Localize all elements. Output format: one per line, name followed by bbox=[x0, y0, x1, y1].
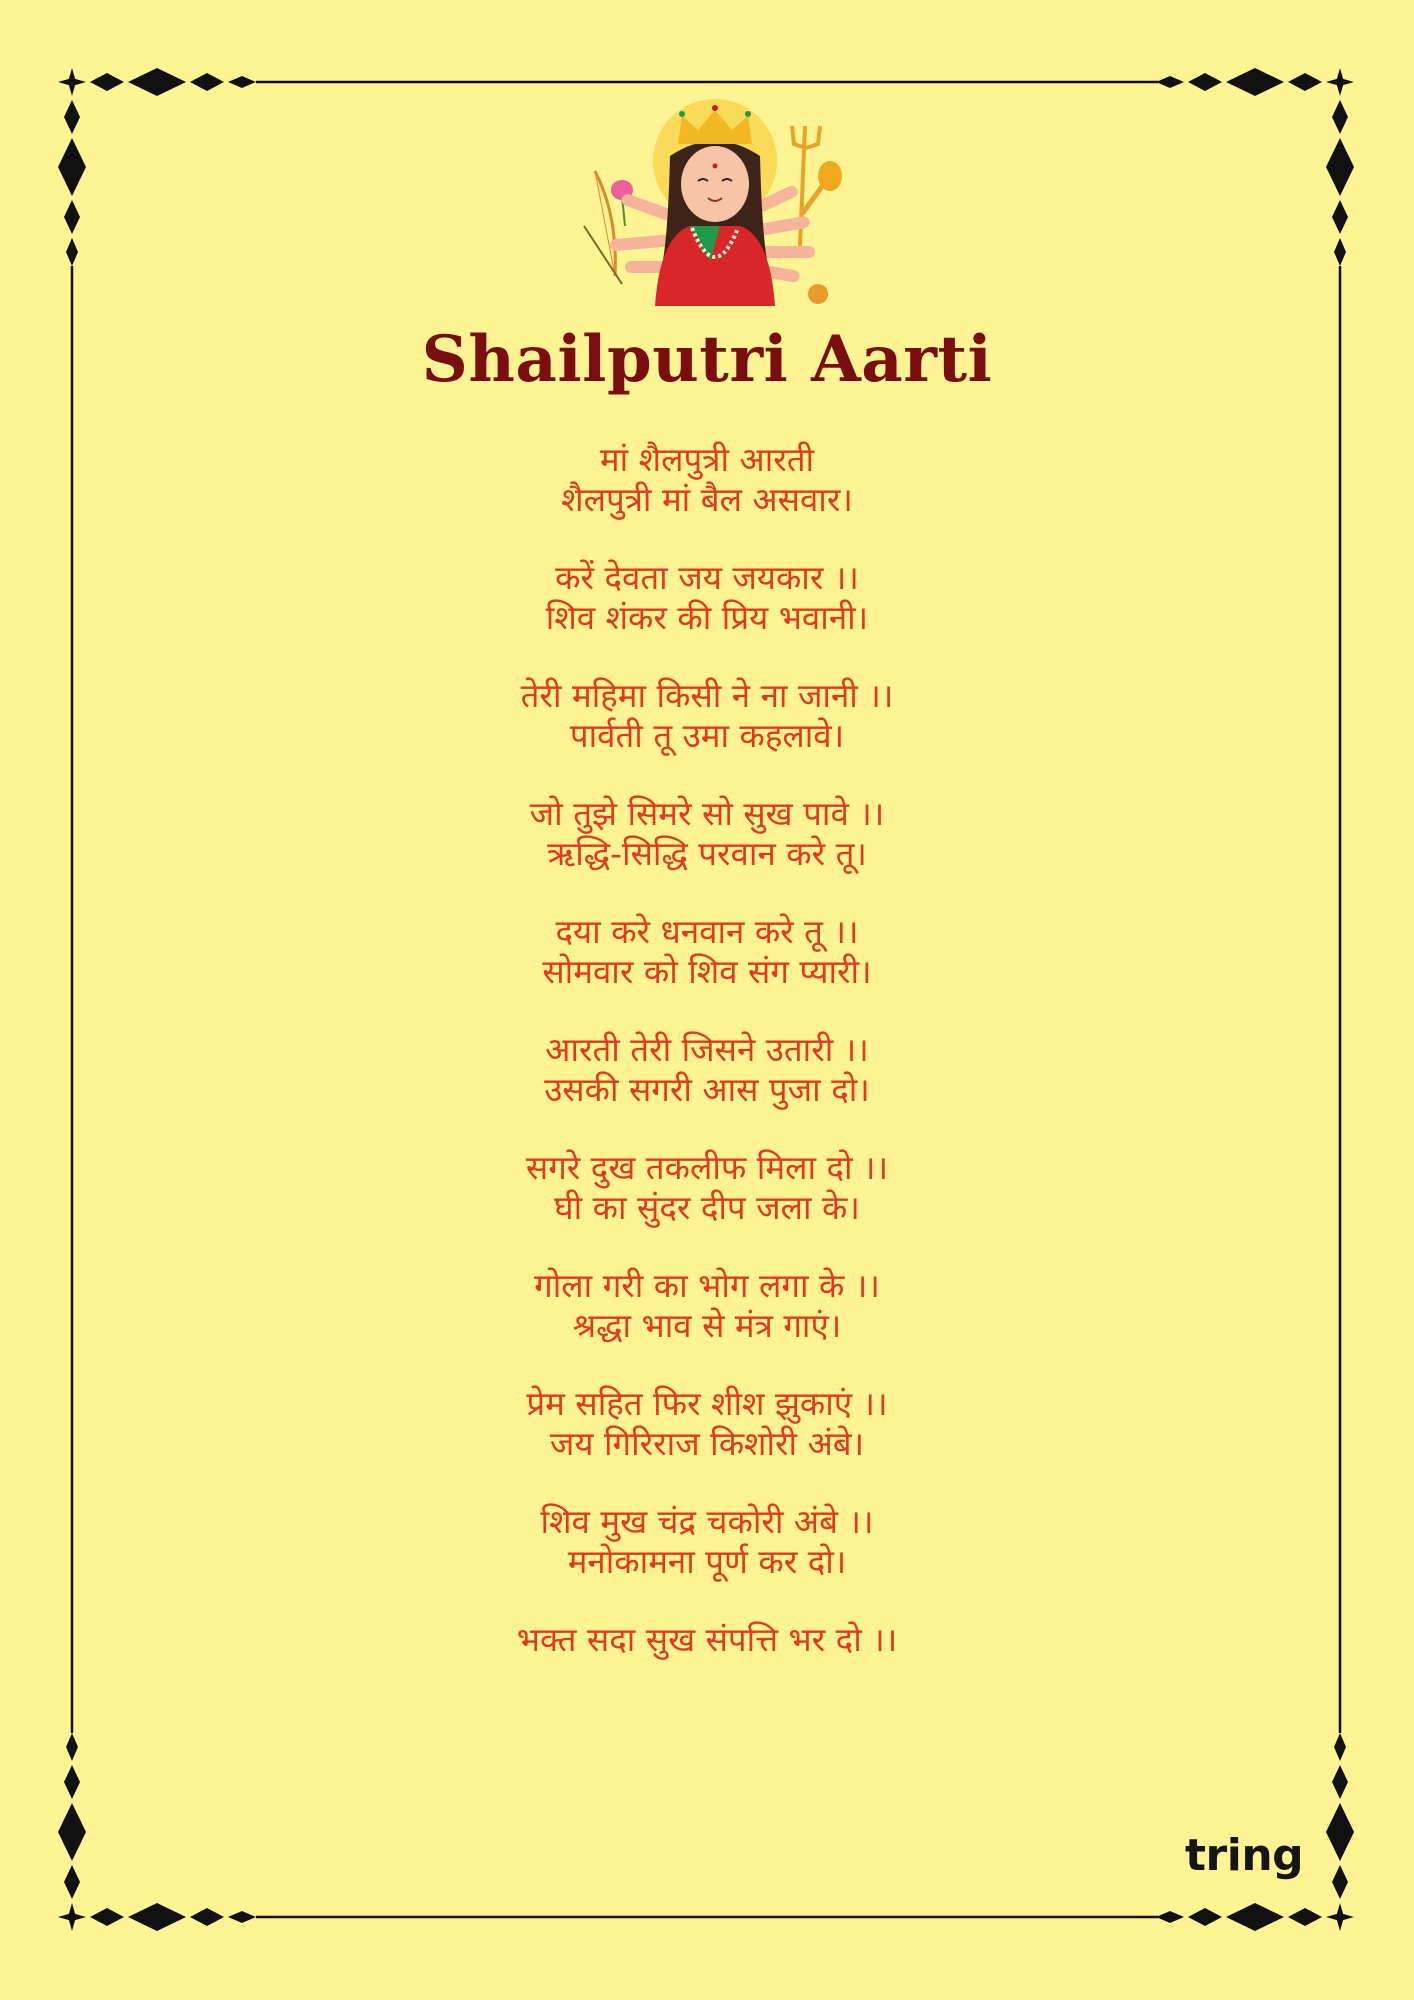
verse-line: सोमवार को शिव संग प्यारी। bbox=[542, 952, 872, 991]
verse-line: श्रद्धा भाव से मंत्र गाएं। bbox=[572, 1306, 842, 1345]
stanza-11 bbox=[0, 1620, 1414, 1660]
page-title: Shailputri Aarti bbox=[421, 322, 993, 397]
stanza-4 bbox=[0, 794, 1414, 874]
stanza-9 bbox=[0, 1384, 1414, 1464]
verse-line: गोला गरी का भोग लगा के ।। bbox=[534, 1266, 880, 1305]
verse-line: भक्त सदा सुख संपत्ति भर दो ।। bbox=[516, 1620, 898, 1659]
goddess-shailputri-illustration bbox=[570, 86, 860, 306]
corner-ornament-top-right bbox=[1156, 68, 1354, 266]
verse-line: प्रेम सहित फिर शीश झुकाएं ।। bbox=[526, 1384, 888, 1423]
verse-line: घी का सुंदर दीप जला के। bbox=[554, 1188, 860, 1227]
kalash-icon bbox=[808, 284, 828, 304]
verse-line: तेरी महिमा किसी ने ना जानी ।। bbox=[520, 676, 894, 715]
verse-line: आरती तेरी जिसने उतारी ।। bbox=[545, 1030, 869, 1069]
stanza-1 bbox=[0, 440, 1414, 520]
verse-line: पार्वती तू उमा कहलावे। bbox=[569, 716, 845, 755]
verse-line: शिव शंकर की प्रिय भवानी। bbox=[545, 598, 869, 637]
stanza-8 bbox=[0, 1266, 1414, 1346]
stanza-5 bbox=[0, 912, 1414, 992]
verse-line: शैलपुत्री मां बैल असवार। bbox=[561, 480, 853, 519]
verse-line: दया करे धनवान करे तू ।। bbox=[555, 912, 859, 951]
stanza-10 bbox=[0, 1502, 1414, 1582]
mace-icon bbox=[802, 161, 842, 214]
verse-line: मां शैलपुत्री आरती bbox=[599, 440, 815, 479]
verse-line: मनोकामना पूर्ण कर दो। bbox=[567, 1542, 847, 1581]
stanza-3 bbox=[0, 676, 1414, 756]
corner-ornament-top-left bbox=[58, 68, 256, 266]
verse-line: जो तुझे सिमरे सो सुख पावे ।। bbox=[529, 794, 885, 833]
verse-line: शिव मुख चंद्र चकोरी अंबे ।। bbox=[540, 1502, 874, 1541]
stanza-6 bbox=[0, 1030, 1414, 1110]
verse-line: उसकी सगरी आस पुजा दो। bbox=[544, 1070, 870, 1109]
stanza-2 bbox=[0, 558, 1414, 638]
verse-line: करें देवता जय जयकार ।। bbox=[555, 558, 859, 597]
tring-logo: tring bbox=[1185, 1830, 1304, 1881]
verse-line: ऋद्धि-सिद्धि परवान करे तू। bbox=[547, 834, 867, 873]
verse-line: जय गिरिराज किशोरी अंबे। bbox=[549, 1424, 865, 1463]
aarti-verses bbox=[0, 440, 1414, 1698]
verse-line: सगरे दुख तकलीफ मिला दो ।। bbox=[525, 1148, 889, 1187]
stanza-7 bbox=[0, 1148, 1414, 1228]
corner-ornament-bottom-left bbox=[58, 1733, 256, 1931]
